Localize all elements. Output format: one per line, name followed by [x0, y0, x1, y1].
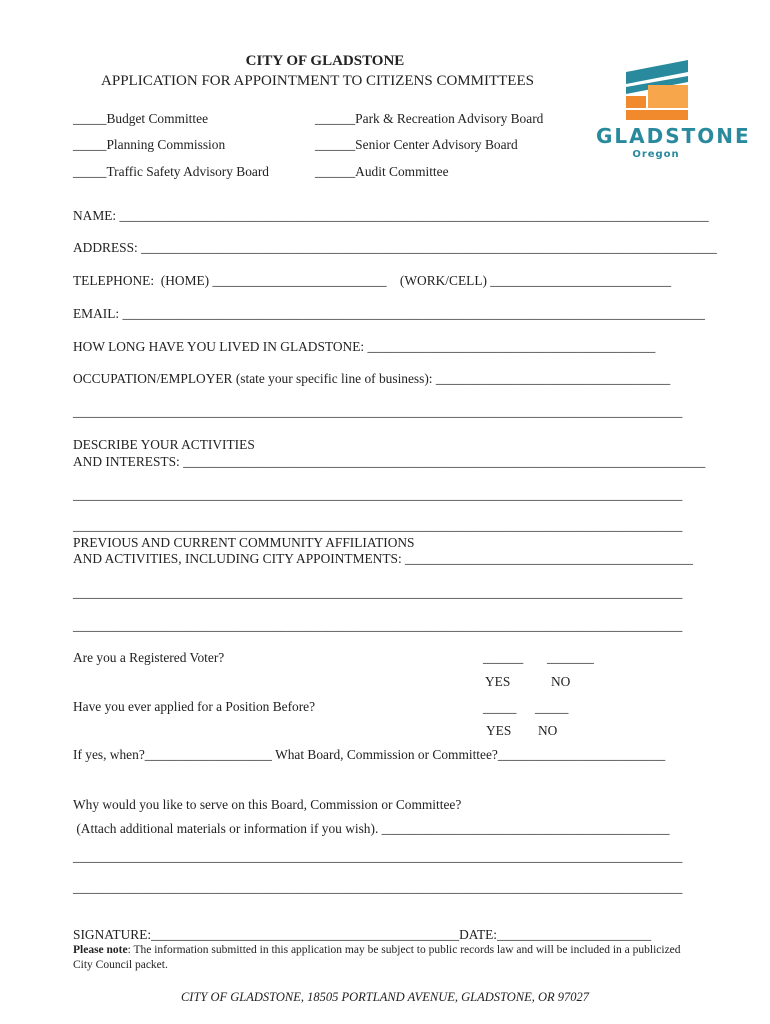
activities-line-2[interactable]: ___________________________________________________________________________________________	[73, 487, 683, 502]
activities-field[interactable]: AND INTERESTS: ______________________________________________________________________________	[73, 454, 706, 469]
address-field[interactable]: ADDRESS: ______________________________________________________________________________________	[73, 240, 717, 255]
name-field[interactable]: NAME: ________________________________________________________________________________________	[73, 208, 709, 223]
activities-line-3[interactable]: ___________________________________________________________________________________________	[73, 518, 683, 533]
why-serve-field[interactable]: (Attach additional materials or information if you wish). ___________________________________________	[73, 821, 670, 836]
form-title: CITY OF GLADSTONE	[245, 53, 405, 69]
occupation-field[interactable]: OCCUPATION/EMPLOYER (state your specific line of business): ___________________________________	[73, 371, 671, 386]
affiliations-line-2[interactable]: ___________________________________________________________________________________________	[73, 585, 683, 600]
activities-label: DESCRIBE YOUR ACTIVITIES	[73, 437, 255, 452]
note-label: Please note	[73, 944, 128, 956]
voter-no-line[interactable]: _______	[547, 650, 594, 665]
telephone-field[interactable]: TELEPHONE: (HOME) __________________________ (WORK/CELL) ___________________________	[73, 273, 672, 288]
committee-audit[interactable]: ______Audit Committee	[315, 164, 449, 179]
affiliations-line-3[interactable]: ___________________________________________________________________________________________	[73, 618, 683, 633]
applied-before-question: Have you ever applied for a Position Before?	[73, 699, 316, 714]
affiliations-label: PREVIOUS AND CURRENT COMMUNITY AFFILIATIONS	[73, 535, 415, 550]
committee-senior[interactable]: ______Senior Center Advisory Board	[315, 137, 518, 152]
logo-subtitle: Oregon	[632, 149, 680, 160]
committee-traffic[interactable]: _____Traffic Safety Advisory Board	[73, 164, 270, 179]
note-text: : The information submitted in this application may be subject to public records law and will be included in a publicized City Council packet.	[73, 944, 681, 971]
committee-park[interactable]: ______Park & Recreation Advisory Board	[315, 111, 544, 126]
signature-date-field[interactable]: SIGNATURE:______________________________________________DATE:_______________________	[73, 927, 652, 942]
public-records-note	[73, 943, 703, 973]
applied-yes-line[interactable]: _____	[483, 700, 517, 715]
committee-planning[interactable]: _____Planning Commission	[73, 137, 226, 152]
residence-length-field[interactable]: HOW LONG HAVE YOU LIVED IN GLADSTONE: ___________________________________________	[73, 339, 656, 354]
committee-budget[interactable]: _____Budget Committee	[73, 111, 209, 126]
why-serve-line-3[interactable]: ___________________________________________________________________________________________	[73, 880, 683, 895]
applied-yes-label: YES	[486, 723, 512, 738]
why-serve-question: Why would you like to serve on this Board, Commission or Committee?	[73, 797, 462, 812]
why-serve-line-2[interactable]: ___________________________________________________________________________________________	[73, 849, 683, 864]
voter-yes-line[interactable]: ______	[483, 650, 524, 665]
registered-voter-question: Are you a Registered Voter?	[73, 650, 225, 665]
voter-yes-label: YES	[485, 674, 511, 689]
form-subtitle: APPLICATION FOR APPOINTMENT TO CITIZENS COMMITTEES	[101, 73, 534, 89]
affiliations-field[interactable]: AND ACTIVITIES, INCLUDING CITY APPOINTMENTS: ___________________________________________	[73, 551, 693, 566]
footer-address: CITY OF GLADSTONE, 18505 PORTLAND AVENUE, GLADSTONE, OR 97027	[180, 990, 590, 1004]
email-field[interactable]: EMAIL: _______________________________________________________________________________________	[73, 306, 705, 321]
occupation-continuation-line[interactable]: ___________________________________________________________________________________________	[73, 404, 683, 419]
logo-wordmark: GLADSTONE	[596, 124, 751, 148]
applied-no-label: NO	[538, 723, 558, 738]
voter-no-label: NO	[551, 674, 571, 689]
applied-no-line[interactable]: _____	[535, 700, 569, 715]
previous-application-field[interactable]: If yes, when?___________________ What Board, Commission or Committee?_________________________	[73, 747, 666, 762]
